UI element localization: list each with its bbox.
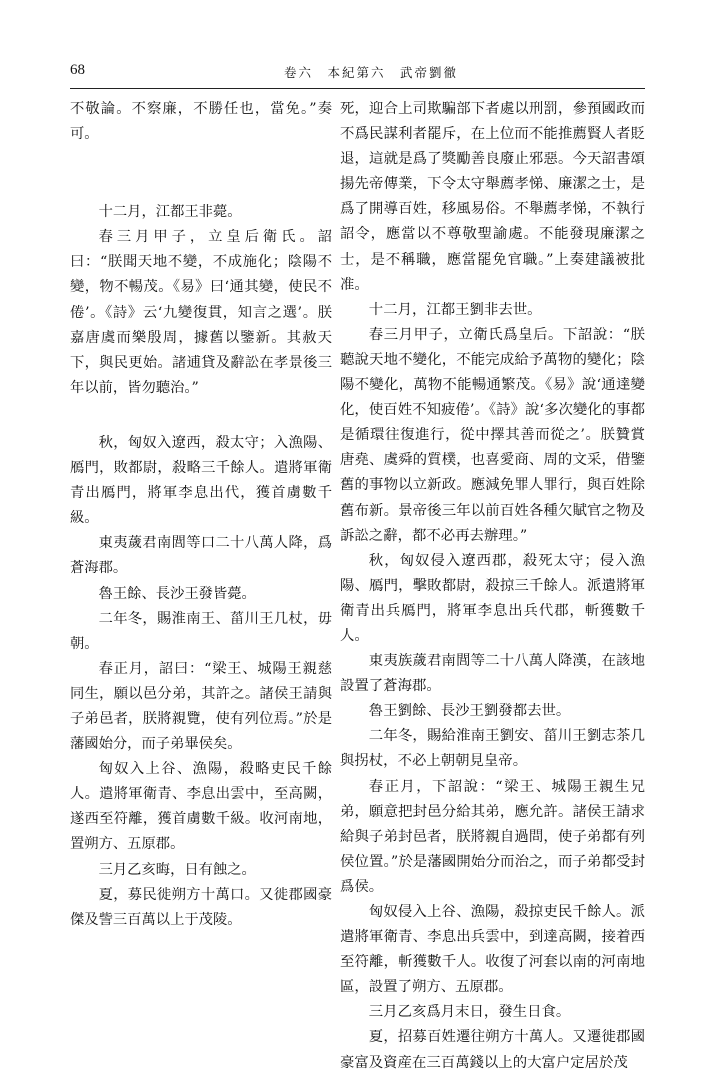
spacer xyxy=(70,147,332,200)
page-number: 68 xyxy=(70,62,85,78)
paragraph: 東夷族薉君南閭等二十八萬人降漢，在該地設置了蒼海郡。 xyxy=(340,653,645,695)
running-title: 卷六 本紀第六 武帝劉徹 xyxy=(284,65,459,80)
paragraph: 三月乙亥晦，日有蝕之。 xyxy=(98,861,256,878)
paragraph: 秋，匈奴侵入遼西郡，殺死太守；侵入漁陽、鴈門，擊敗都尉，殺掠三千餘人。派遣將軍衛青出兵鴈門，將軍李息出兵代郡，斬獲數千人。 xyxy=(340,552,645,644)
paragraph: 春正月，下詔說：“梁王、城陽王親生兄弟，願意把封邑分給其弟，應允許。諸侯王請求給與子弟封邑者，朕將親自過問，使子弟都有列侯位置。”於是藩國開始分而治之，而子弟都受封爲侯。 xyxy=(340,778,645,895)
paragraph: 匈奴入上谷、漁陽，殺略吏民千餘人。遣將軍衛青、李息出雲中，至高闕，遂西至符離，獲首虜數千級。收河南地，置朔方、五原郡。 xyxy=(70,761,332,853)
paragraph: 夏，募民徙朔方十萬口。又徙郡國豪傑及訾三百萬以上于茂陵。 xyxy=(70,886,332,928)
header-rule xyxy=(70,88,645,89)
paragraph: 魯王餘、長沙王發皆薨。 xyxy=(98,585,256,602)
paragraph: 不敬論。不察廉，不勝任也，當免。”奏可。 xyxy=(70,101,332,143)
paragraph: 三月乙亥爲月末日，發生日食。 xyxy=(368,1004,571,1021)
paragraph: 二年冬，賜給淮南王劉安、菑川王劉志茶几與拐杖，不必上朝朝見皇帝。 xyxy=(340,728,645,770)
original-text-column xyxy=(70,97,332,987)
paragraph: 夏，招募百姓遷往朔方十萬人。又遷徙郡國豪富及資産在三百萬錢以上的大富户定居於茂 xyxy=(340,1029,645,1071)
paragraph: 二年冬，賜淮南王、菑川王几杖，毋朝。 xyxy=(70,610,332,652)
paragraph: 春三月甲子，立衛氏爲皇后。下詔說：“朕聽說天地不變化，不能完成給予萬物的變化；陰陽不變化，萬物不能暢通繁茂。《易》說‘通達變化，使百姓不知疲倦’。《詩》說‘多次變化的事都是循環往復進行，從中擇其善而從之’。朕贊賞唐堯、虞舜的質樸，也喜愛商、周的文采，借鑒舊的事物以立新政。應減免罪人罪行，與百姓除舊布新。景帝後三年以前百姓各種欠賦官之物及訴訟之辭，都不必再去辦理。” xyxy=(340,326,645,544)
paragraph: 春正月，詔曰：“梁王、城陽王親慈同生，願以邑分弟，其許之。諸侯王請與子弟邑者，朕將親覽，使有列位焉。”於是藩國始分，而子弟畢侯矣。 xyxy=(70,660,332,753)
paragraph: 十二月，江都王非薨。 xyxy=(98,204,242,221)
paragraph: 魯王劉餘、長沙王劉發都去世。 xyxy=(368,703,571,720)
paragraph: 匈奴侵入上谷、漁陽，殺掠吏民千餘人。派遣將軍衛青、李息出兵雲中，到達高闕，接着西至符離，斬獲數千人。收復了河套以南的河南地區，設置了朔方、五原郡。 xyxy=(340,904,645,996)
paragraph: 死，迎合上司欺騙部下者處以刑罰，參預國政而不爲民謀利者罷斥，在上位而不能推薦賢人者貶退，這就是爲了獎勵善良廢止邪惡。今天詔書頌揚先帝傳業，下令太守舉薦孝悌、廉潔之士，是爲了開導百姓，移風易俗。不舉薦孝悌，不執行詔令，應當以不尊敬聖諭處。不能發現廉潔之士，是不稱職，應當罷免官職。”上奏建議被批准。 xyxy=(340,101,645,293)
paragraph: 十二月，江都王劉非去世。 xyxy=(368,301,542,318)
paragraph: 秋，匈奴入遼西，殺太守；入漁陽、鴈門，敗都尉，殺略三千餘人。遣將軍衛青出鴈門，將軍李息出代，獲首虜數千級。 xyxy=(70,434,332,527)
spacer xyxy=(70,401,332,431)
translation-column xyxy=(340,97,645,1071)
paragraph: 東夷薉君南閭等口二十八萬人降，爲蒼海郡。 xyxy=(70,535,332,577)
page-header xyxy=(70,62,645,86)
paragraph: 春三月甲子，立皇后衛氏。詔曰：“朕聞天地不變，不成施化；陰陽不變，物不暢茂。《易》曰‘通其變，使民不倦’。《詩》云‘九變復貫，知言之選’。朕嘉唐虞而樂殷周，據舊以鑒新。其赦天下，與民更始。諸逋貸及辭訟在孝景後三年以前，皆勿聽治。” xyxy=(70,229,332,396)
